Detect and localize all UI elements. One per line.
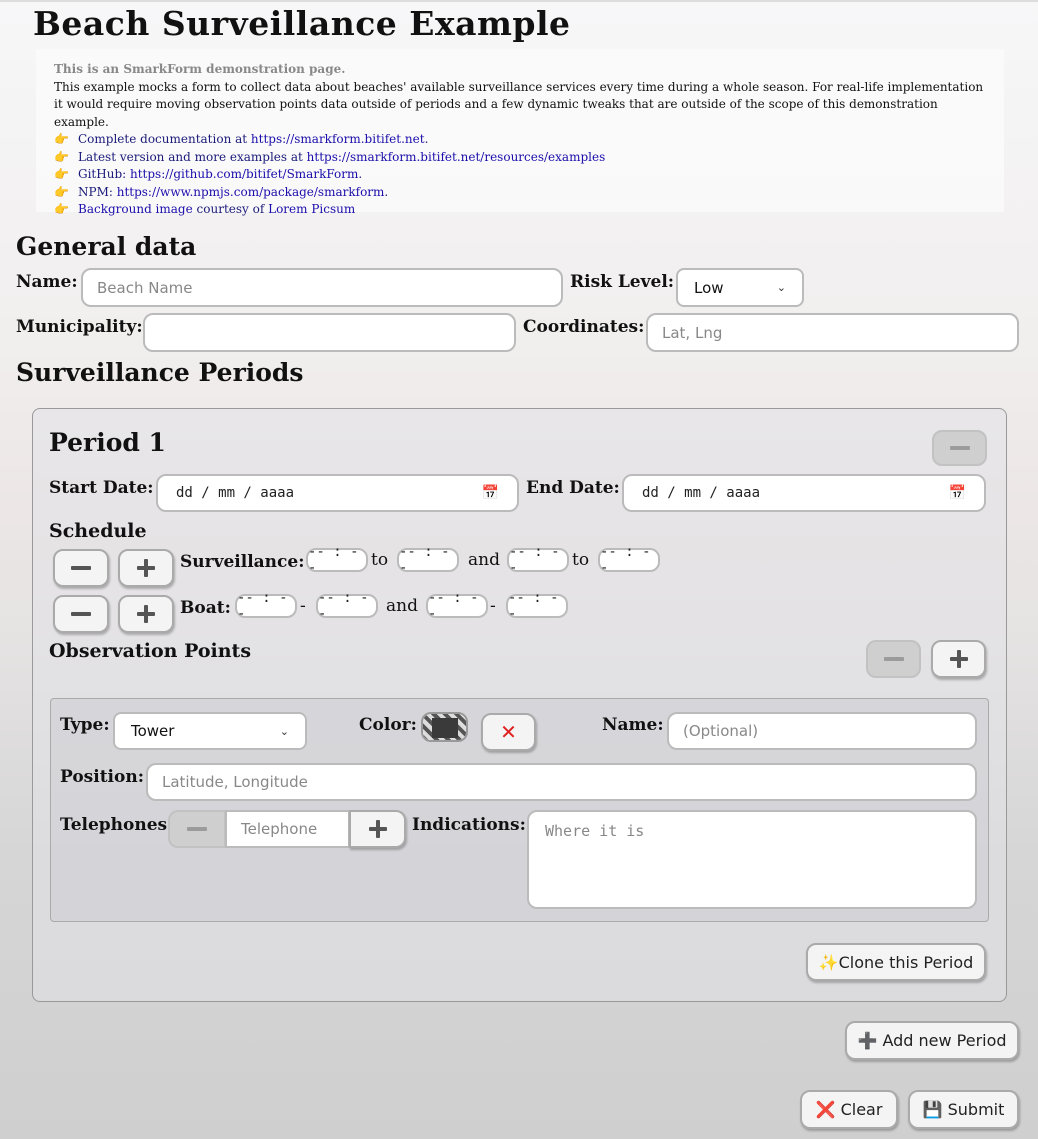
dash-text: - <box>490 596 496 616</box>
observation-points-heading: Observation Points <box>49 640 252 662</box>
start-date-label: Start Date: <box>49 478 154 498</box>
smarkform-link[interactable]: SmarkForm <box>123 62 202 76</box>
indications-textarea[interactable]: Where it is <box>527 810 977 909</box>
dash-text: - <box>300 596 306 616</box>
npm-link[interactable]: https://www.npmjs.com/package/smarkform <box>116 184 385 199</box>
pointing-hand-icon: 👉 <box>54 167 69 181</box>
minus-icon <box>884 657 904 661</box>
beach-name-input[interactable]: Beach Name <box>81 268 563 307</box>
minus-icon <box>71 566 91 570</box>
to-text: to <box>371 550 389 570</box>
top-border <box>0 0 1038 2</box>
telephone-group <box>168 810 406 848</box>
end-date-input[interactable]: dd / mm / aaaa 📅 <box>622 474 986 512</box>
submit-button[interactable]: 💾 Submit <box>908 1090 1019 1129</box>
clone-period-button[interactable]: ✨Clone this Period <box>806 943 986 981</box>
type-select[interactable]: Tower ⌄ <box>113 712 307 750</box>
plus-icon <box>137 559 155 577</box>
surveillance-periods-heading: Surveillance Periods <box>16 358 304 387</box>
end-date-label: End Date: <box>526 478 620 498</box>
point-name-label: Name: <box>602 715 664 735</box>
surveillance-label: Surveillance: <box>180 552 305 572</box>
coordinates-input[interactable]: Lat, Lng <box>646 313 1019 352</box>
github-link[interactable]: https://github.com/bitifet/SmarkForm <box>129 167 359 181</box>
boat-end-2[interactable]: -- : -- <box>506 594 568 618</box>
position-label: Position: <box>60 767 144 787</box>
position-input[interactable]: Latitude, Longitude <box>146 763 977 801</box>
page-title: Beach Surveillance Example <box>33 4 571 43</box>
period-title: Period 1 <box>49 428 166 457</box>
examples-link[interactable]: https://smarkform.bitifet.net/resources/examples <box>306 149 606 164</box>
clear-button[interactable]: ❌ Clear <box>800 1090 898 1129</box>
surveillance-start-1[interactable]: -- : -- <box>306 548 368 572</box>
calendar-icon[interactable]: 📅 <box>948 485 966 501</box>
remove-observation-point-button[interactable] <box>866 640 921 678</box>
color-picker[interactable] <box>421 712 468 742</box>
municipality-input[interactable] <box>143 313 516 352</box>
info-item-docs: 👉 Complete documentation at https://smarkform.bitifet.net. <box>54 131 986 149</box>
start-date-input[interactable]: dd / mm / aaaa 📅 <box>156 474 519 512</box>
docs-link[interactable]: https://smarkform.bitifet.net <box>250 132 425 146</box>
chevron-down-icon: ⌄ <box>279 724 289 738</box>
boat-start-2[interactable]: -- : -- <box>426 594 488 618</box>
info-box <box>36 49 1004 216</box>
minus-icon <box>187 827 207 831</box>
general-data-heading: General data <box>16 232 197 261</box>
calendar-icon[interactable]: 📅 <box>481 485 499 501</box>
pointing-hand-icon: 👉 <box>54 149 69 164</box>
remove-boat-slot-button[interactable] <box>53 595 109 633</box>
boat-end-1[interactable]: -- : -- <box>316 594 378 618</box>
risk-level-label: Risk Level: <box>570 272 675 292</box>
and-text: and <box>386 596 418 616</box>
color-swatch <box>432 718 458 738</box>
boat-start-1[interactable]: -- : -- <box>235 594 297 618</box>
pointing-hand-icon: 👉 <box>54 184 69 199</box>
add-surveillance-slot-button[interactable] <box>118 549 174 587</box>
minus-icon <box>71 612 91 616</box>
chevron-down-icon: ⌄ <box>776 281 786 294</box>
background-image-link[interactable]: Background image <box>78 202 193 216</box>
plus-icon <box>369 820 387 838</box>
add-observation-point-button[interactable] <box>931 640 986 678</box>
close-icon: ✕ <box>500 720 517 744</box>
add-telephone-button[interactable] <box>349 810 406 848</box>
minus-icon <box>950 446 970 450</box>
pointing-hand-icon: 👉 <box>54 202 69 216</box>
info-item-npm: 👉 NPM: https://www.npmjs.com/package/smarkform. <box>54 184 986 202</box>
indications-label: Indications: <box>412 815 526 835</box>
description: This example mocks a form to collect data about beaches' available surveillance services every time during a whole season. For real-life implementation it would require moving observation points data outside of periods and a few dynamic tweaks that are outside of the scope of this demonstration example. <box>54 79 984 129</box>
info-item-github: 👉 GitHub: https://github.com/bitifet/SmarkForm. <box>54 166 986 184</box>
schedule-heading: Schedule <box>49 520 147 542</box>
remove-period-button[interactable] <box>932 430 987 466</box>
point-name-input[interactable]: (Optional) <box>667 712 977 750</box>
plus-icon <box>950 650 968 668</box>
remove-surveillance-slot-button[interactable] <box>53 549 109 587</box>
info-item-examples: 👉 Latest version and more examples at https://smarkform.bitifet.net/resources/examples <box>54 149 986 167</box>
clear-color-button[interactable] <box>481 713 536 751</box>
telephone-input[interactable]: Telephone <box>225 810 350 848</box>
info-item-background: 👉 Background image courtesy of Lorem Picsum <box>54 201 986 219</box>
risk-level-select[interactable]: Low ⌄ <box>676 268 804 307</box>
remove-telephone-button[interactable] <box>168 810 226 848</box>
to-text: to <box>572 550 590 570</box>
surveillance-end-2[interactable]: -- : -- <box>598 548 660 572</box>
add-boat-slot-button[interactable] <box>118 595 174 633</box>
boat-label: Boat: <box>180 598 231 618</box>
lorem-picsum-link[interactable]: Lorem Picsum <box>268 202 356 216</box>
add-period-button[interactable]: ➕ Add new Period <box>845 1021 1019 1060</box>
telephones-label: Telephones <box>60 815 168 835</box>
and-text: and <box>468 550 500 570</box>
coordinates-label: Coordinates: <box>523 317 645 337</box>
color-label: Color: <box>359 715 417 735</box>
intro-line: This is an SmarkForm demonstration page. <box>54 62 346 76</box>
plus-icon <box>137 605 155 623</box>
pointing-hand-icon: 👉 <box>54 132 69 146</box>
type-label: Type: <box>60 715 110 735</box>
surveillance-end-1[interactable]: -- : -- <box>397 548 459 572</box>
municipality-label: Municipality: <box>16 317 143 337</box>
surveillance-start-2[interactable]: -- : -- <box>507 548 569 572</box>
name-label: Name: <box>16 272 78 292</box>
